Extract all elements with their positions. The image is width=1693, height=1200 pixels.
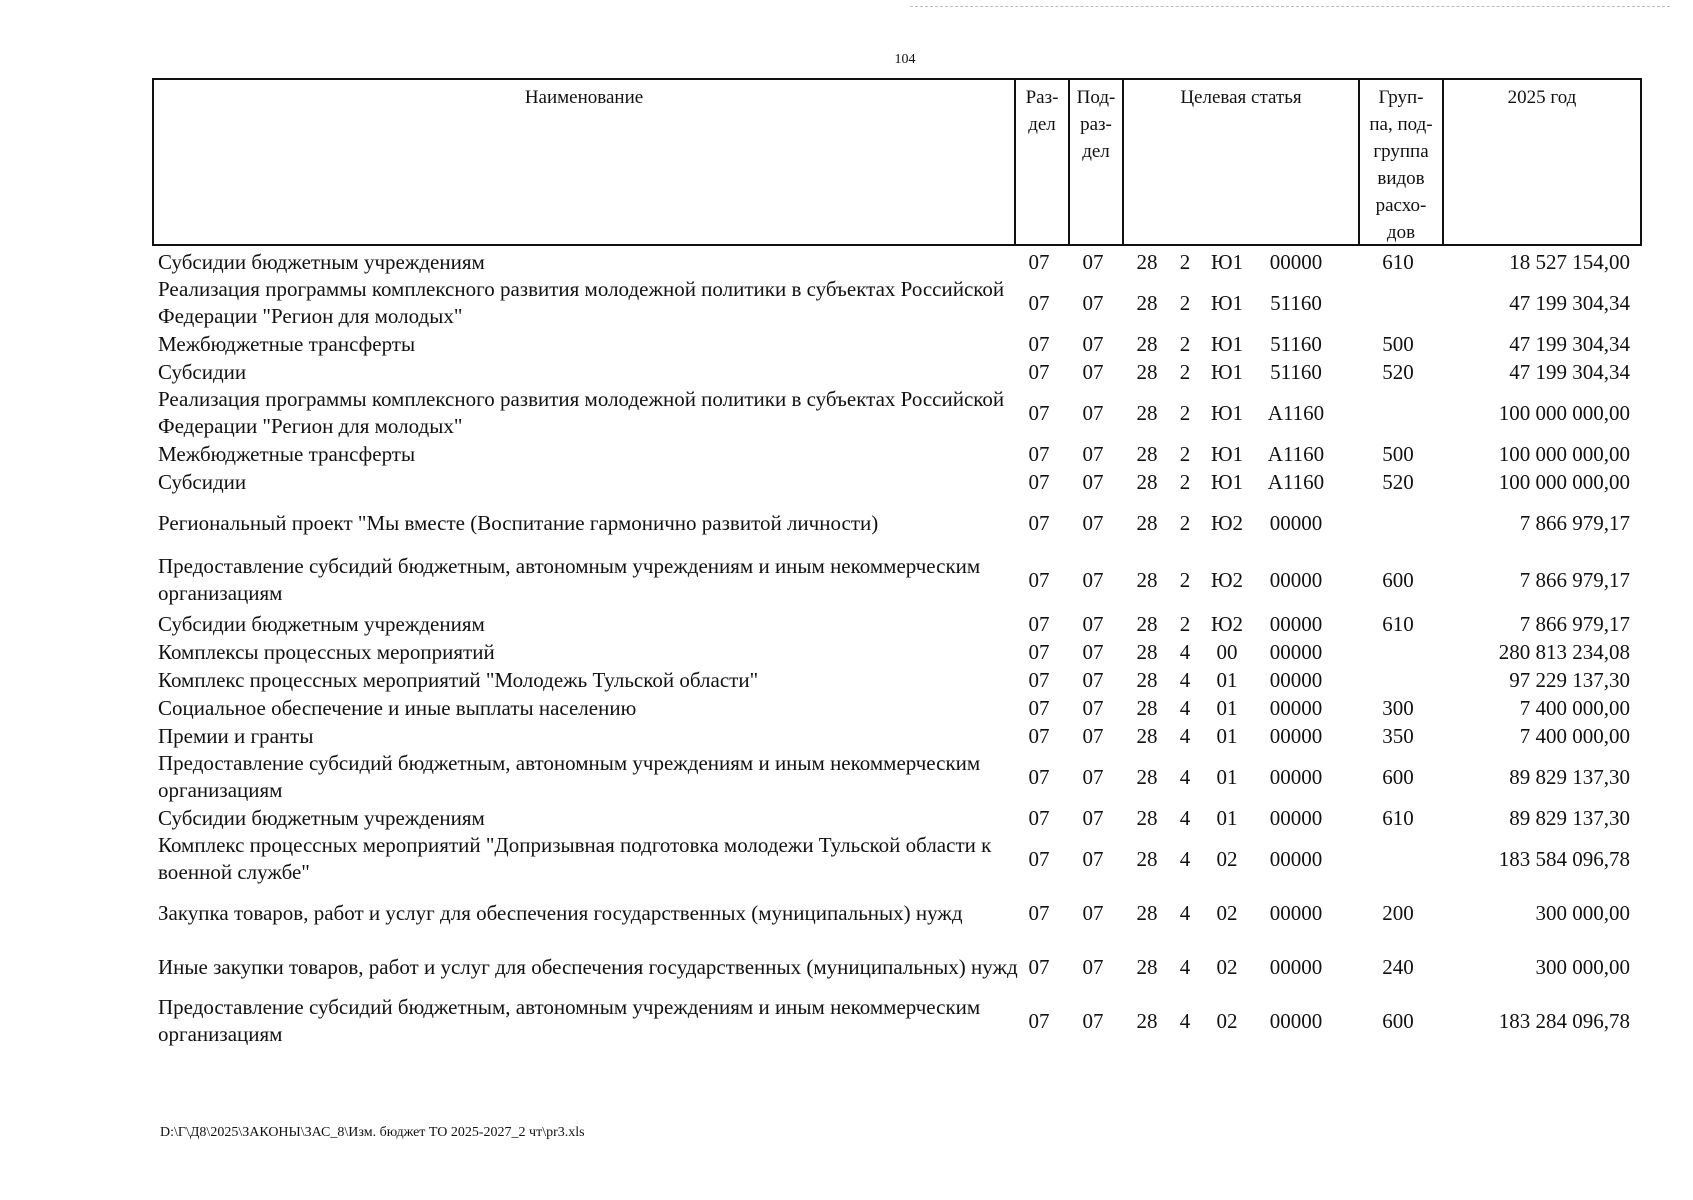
table-row [152,248,1642,276]
cell-target-direction: 00000 [1269,567,1323,592]
cell-podrazdel: 07 [1082,764,1104,789]
cell-name: Премии и гранты [158,723,314,748]
table-row [152,666,1642,694]
cell-razdel: 07 [1028,441,1050,466]
cell-target-structure: 00 [1216,639,1238,664]
cell-target-structure: 01 [1216,764,1238,789]
cell-target-program: 28 [1136,639,1158,664]
cell-amount: 47 199 304,34 [1509,359,1630,384]
table-row [152,276,1642,330]
cell-target-type: 2 [1179,510,1191,535]
header-razdel: Раз- дел [1014,80,1068,244]
cell-amount: 7 866 979,17 [1519,510,1630,535]
cell-amount: 89 829 137,30 [1509,805,1630,830]
cell-target-direction: 00000 [1269,611,1323,636]
cell-podrazdel: 07 [1082,1008,1104,1033]
cell-target-program: 28 [1136,1008,1158,1033]
cell-group: 500 [1382,331,1414,356]
cell-amount: 97 229 137,30 [1509,667,1630,692]
header-name: Наименование [524,87,644,108]
cell-group: 300 [1382,695,1414,720]
cell-target-direction: А1160 [1267,441,1325,466]
cell-target-program: 28 [1136,331,1158,356]
cell-amount: 7 400 000,00 [1519,695,1630,720]
scan-artifact-dashes [910,6,1670,9]
cell-target-type: 4 [1179,639,1191,664]
table-row [152,750,1642,804]
cell-target-direction: А1160 [1267,469,1325,494]
cell-group: 350 [1382,723,1414,748]
cell-razdel: 07 [1028,805,1050,830]
cell-group [1356,496,1440,550]
cell-podrazdel: 07 [1082,290,1104,315]
cell-target-program: 28 [1136,567,1158,592]
cell-target-structure: Ю1 [1210,331,1244,356]
table-row [152,468,1642,496]
cell-amount: 300 000,00 [1535,900,1630,925]
cell-target-direction: 51160 [1270,290,1322,315]
cell-target-type: 2 [1179,469,1191,494]
cell-target-type: 2 [1179,441,1191,466]
cell-target-structure: 01 [1216,695,1238,720]
cell-target-program: 28 [1136,695,1158,720]
cell-group [1356,638,1440,666]
cell-razdel: 07 [1028,900,1050,925]
cell-group: 200 [1382,900,1414,925]
cell-target-type: 2 [1179,249,1191,274]
header-podrazdel: Под- раз- дел [1068,80,1122,244]
cell-podrazdel: 07 [1082,611,1104,636]
cell-target-program: 28 [1136,846,1158,871]
table-row [152,940,1642,994]
cell-amount: 47 199 304,34 [1509,331,1630,356]
cell-name: Предоставление субсидий бюджетным, автономным учреждениям и иным некоммерческим организациям [158,554,981,605]
cell-podrazdel: 07 [1082,639,1104,664]
cell-podrazdel: 07 [1082,900,1104,925]
cell-target-program: 28 [1136,469,1158,494]
cell-amount: 183 584 096,78 [1498,846,1630,871]
cell-podrazdel: 07 [1082,667,1104,692]
cell-razdel: 07 [1028,695,1050,720]
cell-name: Комплекс процессных мероприятий "Допризывная подготовка молодежи Тульской области к военной службе" [158,833,992,884]
cell-name: Субсидии [158,469,247,494]
cell-group: 610 [1382,805,1414,830]
cell-amount: 183 284 096,78 [1498,1008,1630,1033]
cell-target-direction: 00000 [1269,805,1323,830]
cell-target-type: 4 [1179,723,1191,748]
cell-razdel: 07 [1028,249,1050,274]
cell-target-structure: Ю1 [1210,441,1244,466]
cell-amount: 7 400 000,00 [1519,723,1630,748]
cell-target-program: 28 [1136,441,1158,466]
cell-podrazdel: 07 [1082,249,1104,274]
cell-group [1356,386,1440,440]
cell-razdel: 07 [1028,667,1050,692]
cell-target-type: 4 [1179,667,1191,692]
cell-name: Социальное обеспечение и иные выплаты населению [158,695,637,720]
table-row [152,440,1642,468]
cell-group: 610 [1382,611,1414,636]
cell-razdel: 07 [1028,400,1050,425]
cell-target-direction: 00000 [1269,723,1323,748]
table-row [152,722,1642,750]
table-row [152,886,1642,940]
cell-amount: 89 829 137,30 [1509,764,1630,789]
cell-amount: 100 000 000,00 [1498,400,1630,425]
cell-target-program: 28 [1136,510,1158,535]
table-row [152,330,1642,358]
cell-target-structure: 01 [1216,805,1238,830]
cell-name: Реализация программы комплексного развития молодежной политики в субъектах Российской Федерации "Регион для молодых" [158,277,1005,328]
cell-target-direction: 00000 [1269,764,1323,789]
cell-target-type: 4 [1179,846,1191,871]
cell-target-structure: Ю2 [1210,510,1244,535]
cell-podrazdel: 07 [1082,331,1104,356]
cell-target-direction: 00000 [1269,639,1323,664]
cell-target-type: 4 [1179,805,1191,830]
table-row [152,638,1642,666]
cell-target-program: 28 [1136,667,1158,692]
cell-name: Субсидии бюджетным учреждениям [158,249,485,274]
cell-razdel: 07 [1028,846,1050,871]
cell-target-direction: 00000 [1269,900,1323,925]
table-header [152,78,1642,246]
cell-razdel: 07 [1028,290,1050,315]
cell-target-direction: 00000 [1269,695,1323,720]
cell-podrazdel: 07 [1082,805,1104,830]
cell-target-structure: 02 [1216,900,1238,925]
cell-razdel: 07 [1028,331,1050,356]
cell-target-program: 28 [1136,805,1158,830]
cell-target-type: 2 [1179,400,1191,425]
cell-target-type: 4 [1179,695,1191,720]
cell-podrazdel: 07 [1082,441,1104,466]
cell-name: Региональный проект "Мы вместе (Воспитание гармонично развитой личности) [158,510,879,535]
table-row [152,550,1642,610]
table-row [152,386,1642,440]
cell-target-direction: 00000 [1269,510,1323,535]
cell-amount: 7 866 979,17 [1519,567,1630,592]
cell-podrazdel: 07 [1082,567,1104,592]
cell-group: 520 [1382,469,1414,494]
cell-target-type: 2 [1179,567,1191,592]
cell-target-direction: А1160 [1267,400,1325,425]
cell-target-type: 4 [1179,1008,1191,1033]
cell-amount: 7 866 979,17 [1519,611,1630,636]
cell-target-program: 28 [1136,359,1158,384]
cell-target-program: 28 [1136,611,1158,636]
cell-target-direction: 51160 [1270,359,1322,384]
file-path-footer: D:\Г\Д8\2025\ЗАКОНЫ\ЗАС_8\Изм. бюджет ТО 2025-2027_2 чт\pr3.xls [160,1125,585,1140]
page-number: 104 [894,52,916,67]
cell-name: Предоставление субсидий бюджетным, автономным учреждениям и иным некоммерческим организациям [158,751,981,802]
cell-name: Предоставление субсидий бюджетным, автономным учреждениям и иным некоммерческим организациям [158,995,981,1046]
cell-razdel: 07 [1028,639,1050,664]
header-group: Груп- па, под- группа видов расхо- дов [1358,80,1442,244]
cell-razdel: 07 [1028,469,1050,494]
table-row [152,610,1642,638]
cell-group [1356,276,1440,330]
cell-target-direction: 51160 [1270,331,1322,356]
cell-podrazdel: 07 [1082,954,1104,979]
cell-podrazdel: 07 [1082,846,1104,871]
cell-name: Реализация программы комплексного развития молодежной политики в субъектах Российской Федерации "Регион для молодых" [158,387,1005,438]
cell-podrazdel: 07 [1082,723,1104,748]
cell-target-type: 2 [1179,611,1191,636]
table-row [152,804,1642,832]
cell-podrazdel: 07 [1082,510,1104,535]
table-row [152,358,1642,386]
cell-target-structure: Ю1 [1210,290,1244,315]
cell-amount: 280 813 234,08 [1498,639,1630,664]
cell-target-structure: Ю2 [1210,567,1244,592]
cell-razdel: 07 [1028,764,1050,789]
cell-group: 600 [1382,567,1414,592]
table-row [152,832,1642,886]
cell-target-structure: Ю1 [1210,400,1244,425]
cell-target-program: 28 [1136,723,1158,748]
cell-podrazdel: 07 [1082,400,1104,425]
cell-group: 610 [1382,249,1414,274]
cell-target-program: 28 [1136,764,1158,789]
header-year: 2025 год [1442,80,1640,244]
cell-amount: 100 000 000,00 [1498,441,1630,466]
cell-group: 600 [1382,764,1414,789]
cell-name: Межбюджетные трансферты [158,331,416,356]
header-target: Целевая статья [1122,80,1358,244]
cell-target-structure: Ю1 [1210,469,1244,494]
cell-target-structure: 02 [1216,846,1238,871]
cell-name: Субсидии бюджетным учреждениям [158,611,485,636]
cell-target-direction: 00000 [1269,846,1323,871]
cell-target-structure: 01 [1216,723,1238,748]
cell-target-type: 2 [1179,331,1191,356]
cell-target-structure: Ю1 [1210,359,1244,384]
cell-razdel: 07 [1028,567,1050,592]
cell-target-program: 28 [1136,249,1158,274]
cell-group: 600 [1382,1008,1414,1033]
cell-group [1356,666,1440,694]
cell-target-structure: Ю1 [1210,249,1244,274]
table-row [152,496,1642,550]
cell-target-direction: 00000 [1269,1008,1323,1033]
cell-amount: 18 527 154,00 [1509,249,1630,274]
cell-target-type: 2 [1179,290,1191,315]
cell-amount: 300 000,00 [1535,954,1630,979]
cell-target-type: 4 [1179,954,1191,979]
cell-amount: 100 000 000,00 [1498,469,1630,494]
cell-razdel: 07 [1028,954,1050,979]
cell-target-structure: 02 [1216,1008,1238,1033]
cell-target-program: 28 [1136,290,1158,315]
cell-target-structure: 02 [1216,954,1238,979]
cell-razdel: 07 [1028,359,1050,384]
cell-target-program: 28 [1136,900,1158,925]
cell-target-program: 28 [1136,954,1158,979]
cell-name: Иные закупки товаров, работ и услуг для обеспечения государственных (муниципальных) нужд [158,954,1018,979]
cell-name: Субсидии [158,359,247,384]
cell-group: 500 [1382,441,1414,466]
cell-target-direction: 00000 [1269,249,1323,274]
cell-podrazdel: 07 [1082,359,1104,384]
cell-razdel: 07 [1028,611,1050,636]
cell-target-type: 2 [1179,359,1191,384]
table-row [152,694,1642,722]
cell-name: Субсидии бюджетным учреждениям [158,805,485,830]
cell-name: Комплекс процессных мероприятий "Молодежь Тульской области" [158,667,759,692]
cell-target-type: 4 [1179,900,1191,925]
cell-target-structure: 01 [1216,667,1238,692]
cell-target-program: 28 [1136,400,1158,425]
cell-name: Межбюджетные трансферты [158,441,416,466]
cell-name: Закупка товаров, работ и услуг для обеспечения государственных (муниципальных) нужд [158,900,963,925]
cell-razdel: 07 [1028,510,1050,535]
cell-razdel: 07 [1028,723,1050,748]
cell-name: Комплексы процессных мероприятий [158,639,495,664]
cell-amount: 47 199 304,34 [1509,290,1630,315]
cell-group: 520 [1382,359,1414,384]
cell-target-direction: 00000 [1269,667,1323,692]
cell-target-direction: 00000 [1269,954,1323,979]
cell-group: 240 [1382,954,1414,979]
cell-razdel: 07 [1028,1008,1050,1033]
cell-target-structure: Ю2 [1210,611,1244,636]
cell-podrazdel: 07 [1082,469,1104,494]
table-row [152,994,1642,1048]
cell-target-type: 4 [1179,764,1191,789]
cell-group [1356,832,1440,886]
cell-podrazdel: 07 [1082,695,1104,720]
